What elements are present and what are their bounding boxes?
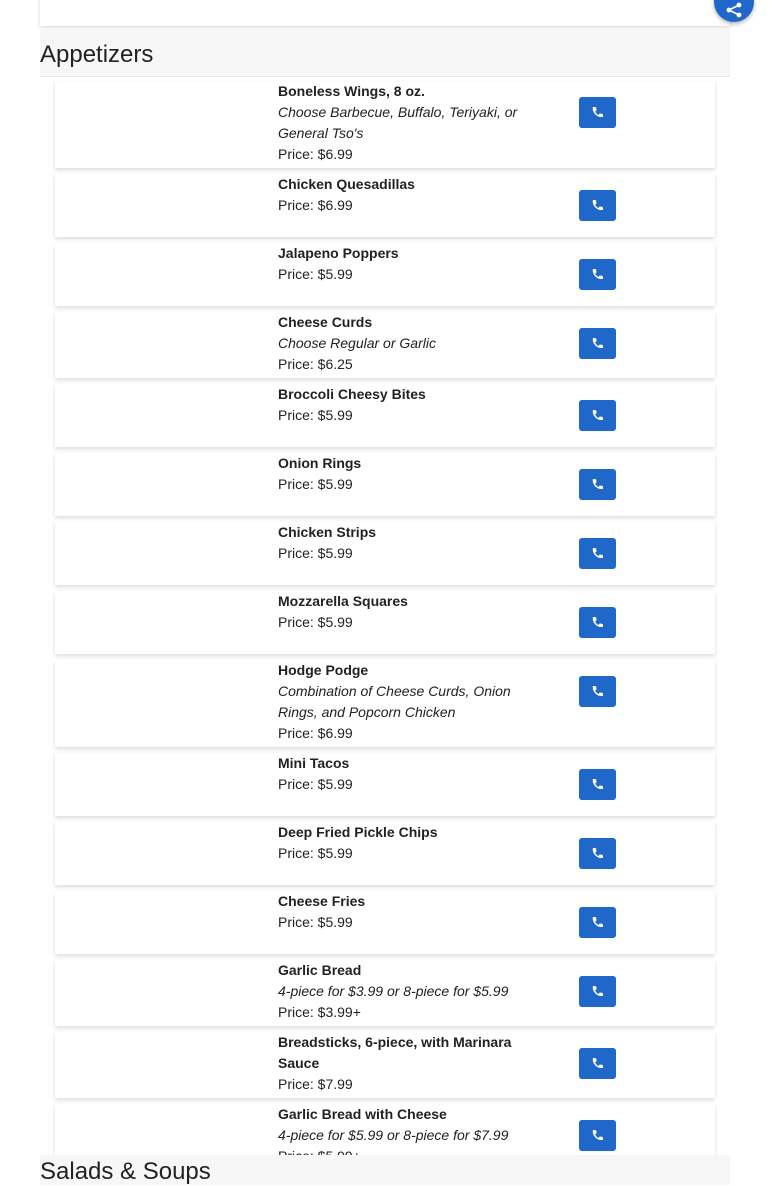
phone-icon	[591, 916, 604, 929]
next-section-header	[40, 1155, 730, 1185]
menu-item-price: Price: $5.99	[278, 476, 353, 492]
menu-item-name: Mozzarella Squares	[278, 593, 408, 609]
menu-item-info	[278, 453, 540, 495]
menu-item-price: Price: $7.99	[278, 1076, 353, 1092]
menu-item-name: Breadsticks, 6-piece, with Marinara Sauce	[278, 1034, 512, 1071]
call-button[interactable]	[579, 1048, 616, 1079]
menu-item	[55, 384, 715, 447]
menu-item-info	[278, 1032, 540, 1095]
phone-icon	[591, 778, 604, 791]
menu-item	[55, 522, 715, 585]
menu-item-info	[278, 243, 540, 285]
call-button[interactable]	[579, 838, 616, 869]
call-button[interactable]	[579, 976, 616, 1007]
menu-item	[55, 453, 715, 516]
call-button[interactable]	[579, 907, 616, 938]
call-button[interactable]	[579, 607, 616, 638]
menu-item	[55, 174, 715, 237]
menu-item-description: Choose Barbecue, Buffalo, Teriyaki, or General Tso's	[278, 104, 518, 141]
menu-item-name: Hodge Podge	[278, 662, 369, 678]
menu-item-list	[55, 81, 715, 1176]
menu-item-price: Price: $5.99	[278, 407, 353, 423]
menu-item	[55, 243, 715, 306]
phone-icon	[591, 478, 604, 491]
menu-item-price: Price: $5.99	[278, 266, 353, 282]
call-button[interactable]	[579, 259, 616, 290]
menu-item-name: Mini Tacos	[278, 755, 350, 771]
menu-item-price: Price: $3.99+	[278, 1004, 361, 1020]
phone-icon	[591, 199, 604, 212]
menu-item	[55, 891, 715, 954]
phone-icon	[591, 337, 604, 350]
menu-item-name: Cheese Curds	[278, 314, 373, 330]
menu-item-info	[278, 174, 540, 216]
menu-item	[55, 591, 715, 654]
menu-item-description: 4-piece for $5.99 or 8-piece for $7.99	[278, 1127, 509, 1143]
menu-item-description: Combination of Cheese Curds, Onion Rings, and Popcorn Chicken	[278, 683, 511, 720]
menu-item-name: Garlic Bread	[278, 962, 362, 978]
menu-item-description: 4-piece for $3.99 or 8-piece for $5.99	[278, 983, 509, 999]
menu-item	[55, 660, 715, 747]
menu-item-info	[278, 660, 540, 744]
menu-item-name: Boneless Wings, 8 oz.	[278, 83, 425, 99]
menu-item-price: Price: $6.99	[278, 725, 353, 741]
menu-item-price: Price: $5.99	[278, 614, 353, 630]
section-title: Appetizers	[40, 41, 154, 68]
menu-item-name: Jalapeno Poppers	[278, 245, 399, 261]
menu-item-price: Price: $5.99	[278, 776, 353, 792]
menu-item-info	[278, 591, 540, 633]
menu-item-info	[278, 891, 540, 933]
phone-icon	[591, 409, 604, 422]
menu-item	[55, 312, 715, 378]
previous-section-card	[40, 0, 730, 26]
menu-item	[55, 822, 715, 885]
menu-item-info	[278, 753, 540, 795]
menu-item-name: Onion Rings	[278, 455, 362, 471]
menu-item	[55, 1032, 715, 1098]
share-icon	[725, 1, 743, 19]
phone-icon	[591, 1057, 604, 1070]
menu-item-info	[278, 384, 540, 426]
phone-icon	[591, 106, 604, 119]
menu-item-info	[278, 822, 540, 864]
menu-item-name: Chicken Strips	[278, 524, 377, 540]
menu-item-price: Price: $5.99	[278, 845, 353, 861]
call-button[interactable]	[579, 676, 616, 707]
menu-item	[55, 753, 715, 816]
menu-item-name: Broccoli Cheesy Bites	[278, 386, 426, 402]
menu-item	[55, 81, 715, 168]
menu-item-name: Deep Fried Pickle Chips	[278, 824, 438, 840]
phone-icon	[591, 985, 604, 998]
phone-icon	[591, 547, 604, 560]
menu-item	[55, 960, 715, 1026]
call-button[interactable]	[579, 769, 616, 800]
menu-item-info	[278, 522, 540, 564]
call-button[interactable]	[579, 400, 616, 431]
call-button[interactable]	[579, 190, 616, 221]
menu-item-name: Chicken Quesadillas	[278, 176, 415, 192]
call-button[interactable]	[579, 538, 616, 569]
menu-item-info	[278, 81, 540, 165]
phone-icon	[591, 1129, 604, 1142]
menu-item-price: Price: $5.99	[278, 545, 353, 561]
menu-item-name: Cheese Fries	[278, 893, 366, 909]
call-button[interactable]	[579, 97, 616, 128]
phone-icon	[591, 616, 604, 629]
menu-item-info	[278, 312, 540, 375]
next-section-title: Salads & Soups	[40, 1158, 211, 1185]
call-button[interactable]	[579, 1120, 616, 1151]
menu-item-price: Price: $5.99	[278, 914, 353, 930]
menu-item-description: Choose Regular or Garlic	[278, 335, 436, 351]
menu-item-info	[278, 960, 540, 1023]
phone-icon	[591, 847, 604, 860]
phone-icon	[591, 685, 604, 698]
menu-item-name: Garlic Bread with Cheese	[278, 1106, 447, 1122]
call-button[interactable]	[579, 328, 616, 359]
menu-item-price: Price: $6.25	[278, 356, 353, 372]
menu-item-price: Price: $6.99	[278, 146, 353, 162]
phone-icon	[591, 268, 604, 281]
menu-item-price: Price: $6.99	[278, 197, 353, 213]
section-header	[40, 28, 730, 77]
call-button[interactable]	[579, 469, 616, 500]
